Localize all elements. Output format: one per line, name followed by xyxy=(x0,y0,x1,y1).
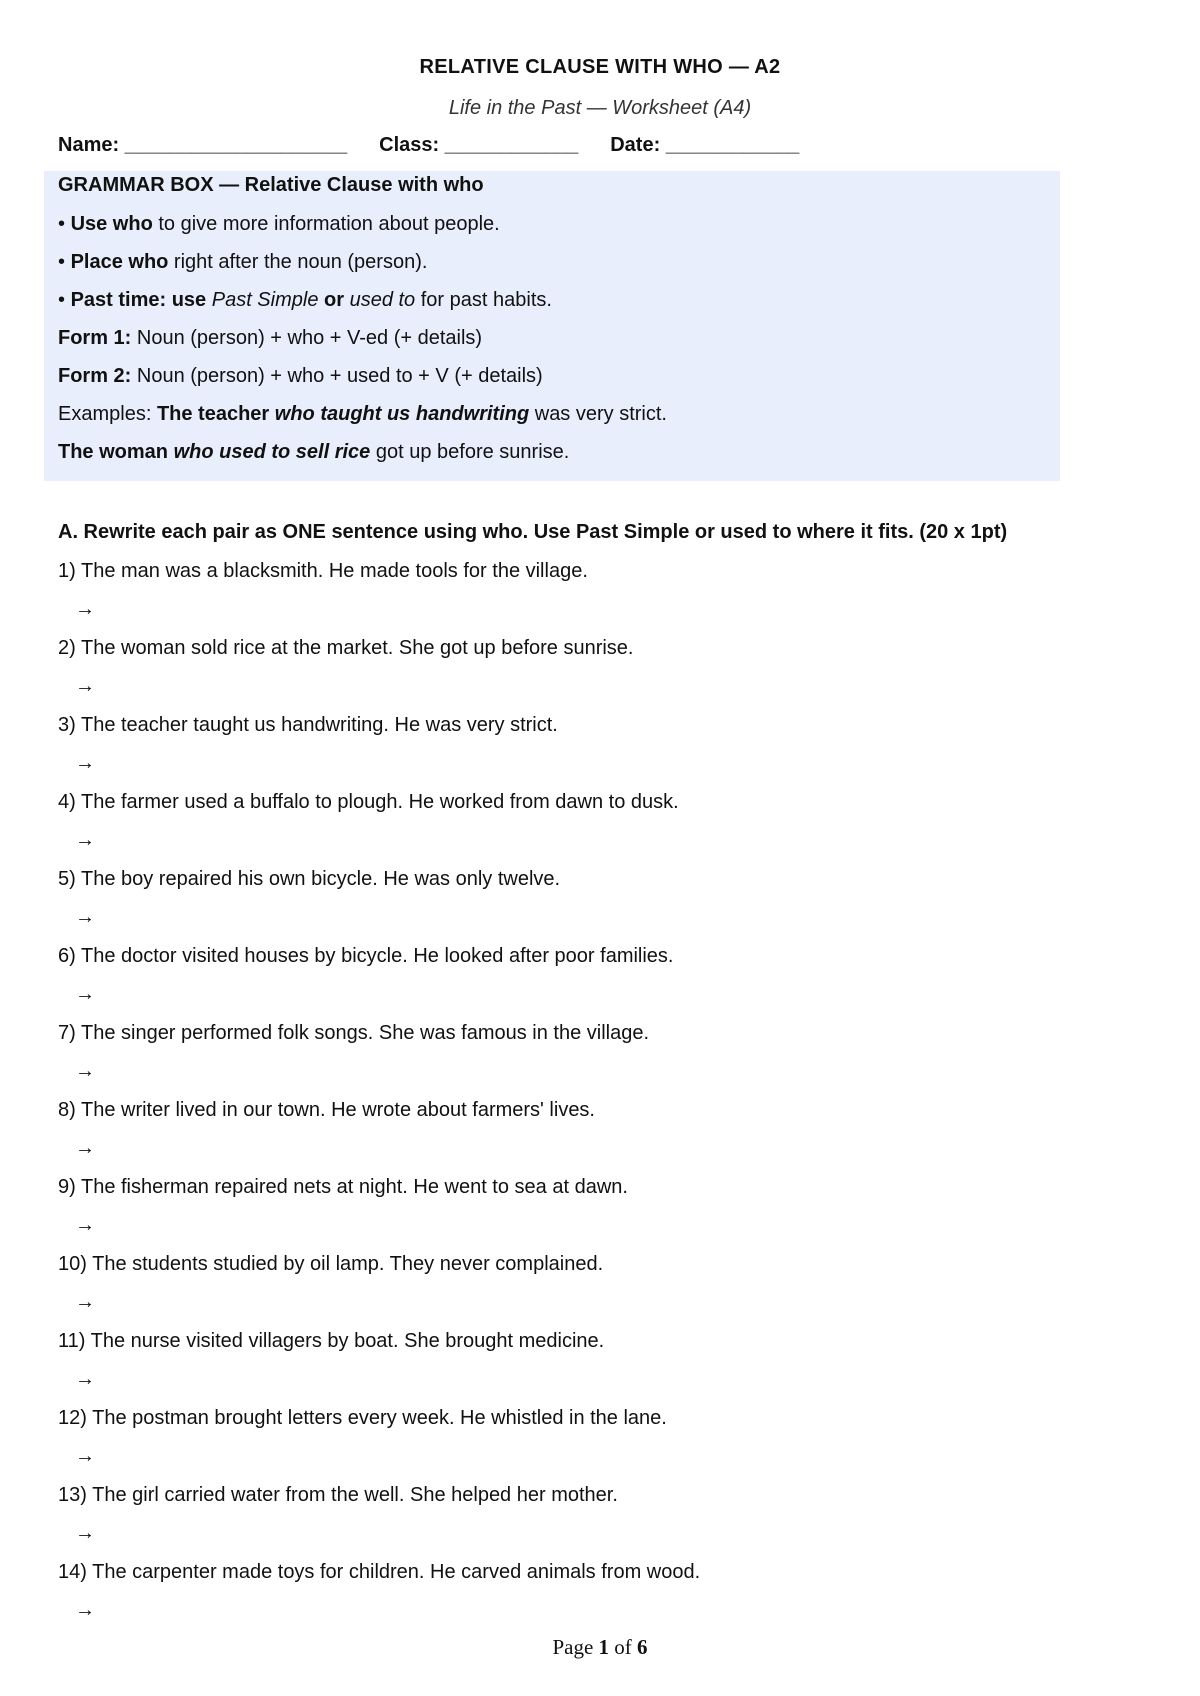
grammar-box xyxy=(44,171,1060,481)
date-field: Date: ____________ xyxy=(610,134,800,156)
exercise-prompt: 9) The fisherman repaired nets at night. He went to sea at dawn. xyxy=(58,1176,628,1198)
form-1 xyxy=(58,327,482,350)
page-total: 6 xyxy=(637,1635,648,1659)
rule-3-text: for past habits. xyxy=(415,289,552,311)
answer-arrow[interactable]: → xyxy=(75,598,95,620)
rule-3-or: or xyxy=(318,289,350,311)
exercise-item xyxy=(58,1175,1158,1252)
exercise-item xyxy=(58,1406,1158,1483)
exercise-item xyxy=(58,944,1158,1021)
example-1 xyxy=(58,403,667,426)
bullet: • xyxy=(58,289,71,311)
answer-arrow[interactable]: → xyxy=(75,1291,95,1313)
rule-2-text: right after the noun (person). xyxy=(168,251,428,273)
exercise-prompt: 7) The singer performed folk songs. She was famous in the village. xyxy=(58,1022,650,1044)
rule-1-keyword: Use who xyxy=(70,213,153,235)
form-2 xyxy=(58,365,543,388)
rule-3-past-simple: Past Simple xyxy=(211,289,319,311)
exercise-item xyxy=(58,559,1158,636)
exercise-prompt: 8) The writer lived in our town. He wrote about farmers' lives. xyxy=(58,1099,595,1121)
class-field: Class: ____________ xyxy=(379,134,579,156)
exercise-prompt: 4) The farmer used a buffalo to plough. He worked from dawn to dusk. xyxy=(58,791,679,813)
example-2-rest: got up before sunrise. xyxy=(370,441,570,463)
exercise-item xyxy=(58,867,1158,944)
exercise-item xyxy=(58,1329,1158,1406)
example-1-subject: The teacher xyxy=(156,403,275,425)
rule-3-keyword: Past time: use xyxy=(70,289,212,311)
grammar-box-heading: GRAMMAR BOX — Relative Clause with who xyxy=(58,174,484,196)
exercise-item xyxy=(58,1098,1158,1175)
bullet: • xyxy=(58,213,71,235)
exercise-prompt: 13) The girl carried water from the well. She helped her mother. xyxy=(58,1484,618,1506)
answer-arrow[interactable]: → xyxy=(75,1214,95,1236)
bullet: • xyxy=(58,251,71,273)
answer-arrow[interactable]: → xyxy=(75,675,95,697)
answer-arrow[interactable]: → xyxy=(75,1368,95,1390)
exercise-prompt: 10) The students studied by oil lamp. They never complained. xyxy=(58,1253,604,1275)
answer-arrow[interactable]: → xyxy=(75,752,95,774)
exercise-prompt: 14) The carpenter made toys for children. He carved animals from wood. xyxy=(58,1561,701,1583)
rule-1-text: to give more information about people. xyxy=(152,213,500,235)
rule-3-used-to: used to xyxy=(349,289,416,311)
exercise-item xyxy=(58,636,1158,713)
grammar-rule-2 xyxy=(58,251,427,274)
grammar-rule-3 xyxy=(58,289,552,312)
rule-2-keyword: Place who xyxy=(70,251,169,273)
examples-label: Examples: xyxy=(58,403,157,425)
form-2-label: Form 2: xyxy=(58,365,132,387)
form-1-text: Noun (person) + who + V-ed (+ details) xyxy=(131,327,483,349)
answer-arrow[interactable]: → xyxy=(75,1137,95,1159)
answer-arrow[interactable]: → xyxy=(75,906,95,928)
answer-arrow[interactable]: → xyxy=(75,1599,95,1621)
example-2-subject: The woman xyxy=(58,441,174,463)
exercise-prompt: 3) The teacher taught us handwriting. He was very strict. xyxy=(58,714,558,736)
exercise-item xyxy=(58,1560,1158,1637)
exercise-item xyxy=(58,790,1158,867)
worksheet-subtitle: Life in the Past — Worksheet (A4) xyxy=(448,97,752,119)
exercise-prompt: 5) The boy repaired his own bicycle. He was only twelve. xyxy=(58,868,561,890)
example-1-clause: who taught us handwriting xyxy=(274,403,530,425)
section-a-title: A. Rewrite each pair as ONE sentence using who. Use Past Simple or used to where it fits. (20 x 1pt) xyxy=(58,521,1008,543)
page-footer xyxy=(0,1635,1200,1660)
answer-arrow[interactable]: → xyxy=(75,1445,95,1467)
exercise-prompt: 2) The woman sold rice at the market. She got up before sunrise. xyxy=(58,637,634,659)
worksheet-title: RELATIVE CLAUSE WITH WHO — A2 xyxy=(419,56,781,78)
exercise-item xyxy=(58,1021,1158,1098)
exercise-prompt: 6) The doctor visited houses by bicycle. He looked after poor families. xyxy=(58,945,674,967)
answer-arrow[interactable]: → xyxy=(75,1060,95,1082)
page-current: 1 xyxy=(598,1635,610,1659)
exercise-list xyxy=(58,559,1158,1637)
of-word: of xyxy=(609,1635,638,1659)
exercise-prompt: 11) The nurse visited villagers by boat. She brought medicine. xyxy=(58,1330,605,1352)
example-1-rest: was very strict. xyxy=(529,403,667,425)
answer-arrow[interactable]: → xyxy=(75,983,95,1005)
exercise-prompt: 12) The postman brought letters every week. He whistled in the lane. xyxy=(58,1407,667,1429)
example-2 xyxy=(58,441,569,464)
form-2-text: Noun (person) + who + used to + V (+ details) xyxy=(131,365,543,387)
answer-arrow[interactable]: → xyxy=(75,1522,95,1544)
answer-arrow[interactable]: → xyxy=(75,829,95,851)
grammar-rule-1 xyxy=(58,213,500,236)
name-field: Name: ____________________ xyxy=(58,134,348,156)
exercise-item xyxy=(58,713,1158,790)
student-info-row xyxy=(58,134,799,157)
page-word: Page xyxy=(552,1635,599,1659)
form-1-label: Form 1: xyxy=(58,327,132,349)
exercise-prompt: 1) The man was a blacksmith. He made tools for the village. xyxy=(58,560,588,582)
exercise-item xyxy=(58,1483,1158,1560)
example-2-clause: who used to sell rice xyxy=(173,441,371,463)
exercise-item xyxy=(58,1252,1158,1329)
